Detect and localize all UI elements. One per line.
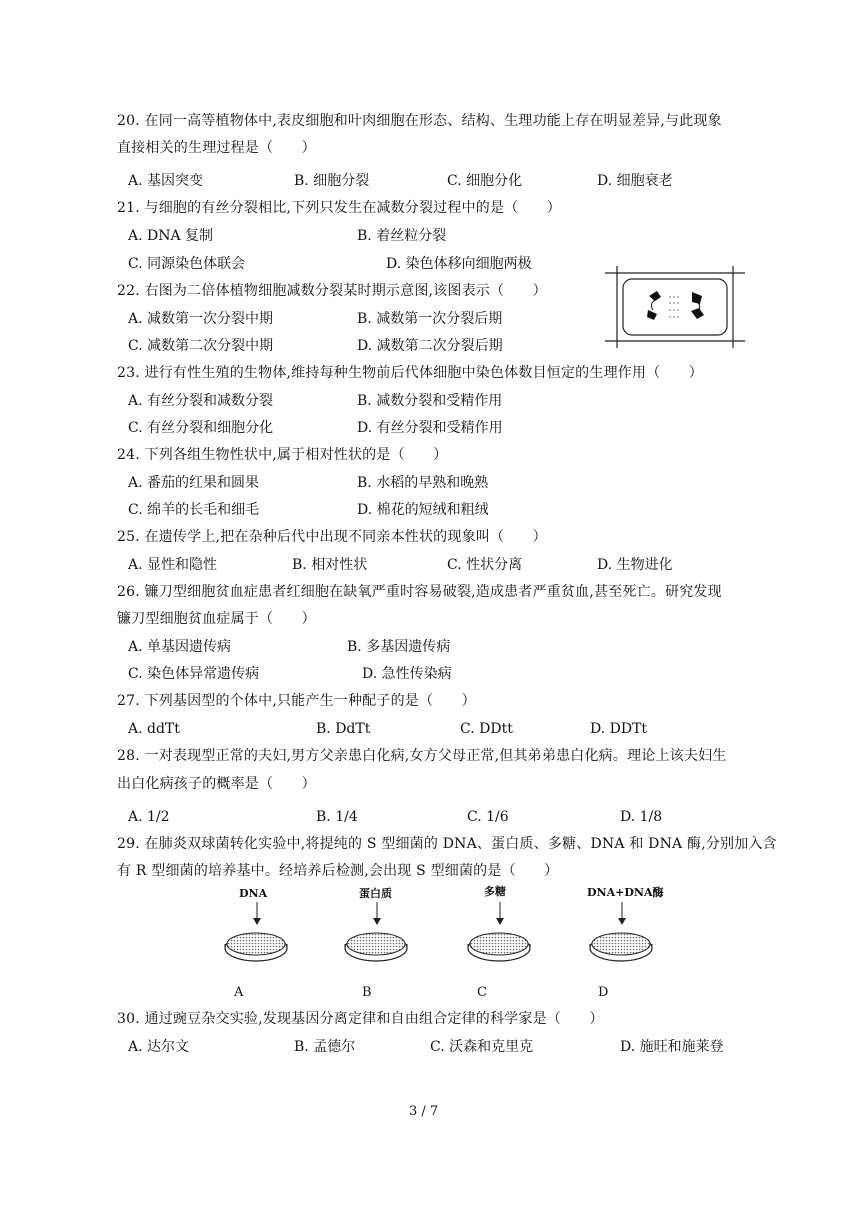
question-22-option-c: C. 减数第二次分裂中期 [128, 338, 274, 354]
meiosis-cell-diagram [605, 266, 745, 348]
question-30-option-d: D. 施旺和施莱登 [620, 1039, 724, 1055]
dish-c-caption: C [477, 985, 487, 1000]
question-26-option-b: B. 多基因遗传病 [347, 639, 451, 655]
question-30-line1: 30. 通过豌豆杂交实验,发现基因分离定律和自由组合定律的科学家是（ ） [117, 1011, 604, 1027]
question-27-option-b: B. DdTt [316, 721, 371, 737]
question-20-line1: 20. 在同一高等植物体中,表皮细胞和叶肉细胞在形态、结构、生理功能上存在明显差异,与此现象 [117, 113, 722, 129]
question-22-option-a: A. 减数第一次分裂中期 [128, 311, 274, 327]
dish-c [468, 902, 530, 961]
question-26-option-a: A. 单基因遗传病 [128, 639, 232, 655]
question-23-line1: 23. 进行有性生殖的生物体,维持每种生物前后代体细胞中染色体数目恒定的生理作用（ ） [117, 365, 703, 381]
question-21-option-b: B. 着丝粒分裂 [357, 228, 447, 244]
question-20-option-c: C. 细胞分化 [447, 173, 523, 189]
question-28-line1: 28. 一对表现型正常的夫妇,男方父亲患白化病,女方父母正常,但其弟弟患白化病。理论上该夫妇生 [117, 748, 727, 764]
dish-d [590, 902, 652, 961]
question-29-line2: 有 R 型细菌的培养基中。经培养后检测,会出现 S 型细菌的是（ ） [117, 863, 559, 879]
question-23-option-d: D. 有丝分裂和受精作用 [357, 420, 503, 436]
question-20-option-b: B. 细胞分裂 [294, 173, 370, 189]
question-23-option-a: A. 有丝分裂和减数分裂 [128, 393, 274, 409]
dish-d-label: DNA+DNA酶 [587, 886, 664, 899]
question-24-option-a: A. 番茄的红果和圆果 [128, 475, 260, 491]
question-30-option-c: C. 沃森和克里克 [430, 1039, 534, 1055]
question-21-option-a: A. DNA 复制 [128, 228, 214, 244]
dish-a-label: DNA [239, 887, 268, 900]
question-23-option-b: B. 减数分裂和受精作用 [357, 393, 503, 409]
dish-b [345, 902, 407, 961]
question-26-line2: 镰刀型细胞贫血症属于（ ） [117, 611, 316, 627]
question-24-line1: 24. 下列各组生物性状中,属于相对性状的是（ ） [117, 447, 448, 463]
question-23-option-c: C. 有丝分裂和细胞分化 [128, 420, 274, 436]
question-27-line1: 27. 下列基因型的个体中,只能产生一种配子的是（ ） [117, 693, 476, 709]
question-26-option-d: D. 急性传染病 [362, 666, 452, 682]
question-25-option-b: B. 相对性状 [292, 557, 368, 573]
dish-b-caption: B [362, 985, 372, 1000]
dish-a-caption: A [234, 985, 244, 1000]
question-28-option-b: B. 1/4 [316, 809, 358, 825]
dish-d-caption: D [598, 985, 609, 1000]
question-25-option-d: D. 生物进化 [597, 557, 673, 573]
question-28-option-d: D. 1/8 [620, 809, 663, 825]
page-number: 3 / 7 [409, 1104, 439, 1119]
question-27-option-c: C. DDtt [460, 721, 513, 737]
question-21-option-c: C. 同源染色体联会 [128, 256, 246, 272]
question-30-option-a: A. 达尔文 [128, 1039, 190, 1055]
question-22-line1: 22. 右图为二倍体植物细胞减数分裂某时期示意图,该图表示（ ） [117, 283, 547, 299]
question-27-option-a: A. ddTt [128, 721, 180, 737]
question-20-option-a: A. 基因突变 [128, 173, 204, 189]
question-25-option-a: A. 显性和隐性 [128, 557, 218, 573]
question-30-option-b: B. 孟德尔 [294, 1039, 356, 1055]
question-29-line1: 29. 在肺炎双球菌转化实验中,将提纯的 S 型细菌的 DNA、蛋白质、多糖、DNA 和 DNA 酶,分别加入含 [117, 836, 777, 852]
question-20-option-d: D. 细胞衰老 [597, 173, 673, 189]
question-22-option-d: D. 减数第二次分裂后期 [357, 338, 503, 354]
question-28-option-c: C. 1/6 [467, 809, 509, 825]
dish-a [225, 902, 287, 961]
dish-c-label: 多糖 [484, 885, 506, 898]
question-22-option-b: B. 减数第一次分裂后期 [357, 311, 503, 327]
question-28-line2: 出白化病孩子的概率是（ ） [117, 776, 316, 792]
question-27-option-d: D. DDTt [590, 721, 648, 737]
question-21-line1: 21. 与细胞的有丝分裂相比,下列只发生在减数分裂过程中的是（ ） [117, 200, 561, 216]
question-24-option-b: B. 水稻的早熟和晚熟 [357, 475, 489, 491]
question-25-option-c: C. 性状分离 [447, 557, 523, 573]
question-24-option-c: C. 绵羊的长毛和细毛 [128, 502, 260, 518]
dish-b-label: 蛋白质 [359, 887, 392, 900]
question-24-option-d: D. 棉花的短绒和粗绒 [357, 502, 489, 518]
question-25-line1: 25. 在遗传学上,把在杂种后代中出现不同亲本性状的现象叫（ ） [117, 529, 547, 545]
petri-dish-figure [215, 900, 665, 970]
question-26-line1: 26. 镰刀型细胞贫血症患者红细胞在缺氧严重时容易破裂,造成患者严重贫血,甚至死亡。研究发现 [117, 584, 722, 600]
question-26-option-c: C. 染色体异常遗传病 [128, 666, 260, 682]
question-28-option-a: A. 1/2 [128, 809, 170, 825]
question-21-option-d: D. 染色体移向细胞两极 [386, 256, 532, 272]
question-20-line2: 直接相关的生理过程是（ ） [117, 140, 316, 156]
